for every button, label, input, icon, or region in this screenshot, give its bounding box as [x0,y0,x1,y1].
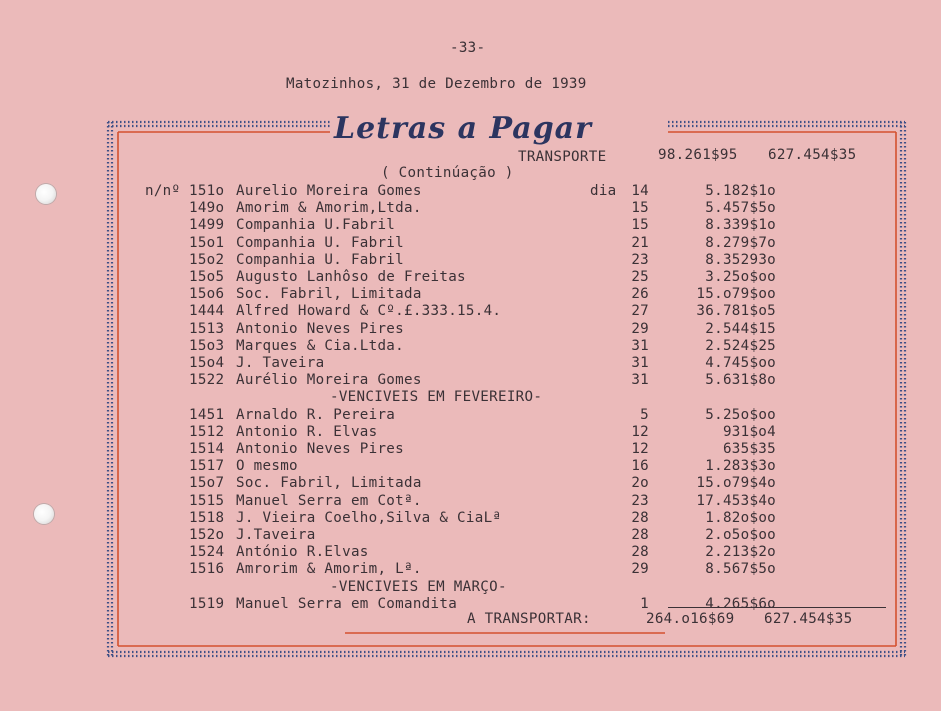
row-number: 151o [189,183,225,199]
row-number: 152o [189,527,225,543]
row-name: Manuel Serra em Comandita [236,595,458,612]
row-name: Amrorim & Amorim, Lª. [236,561,422,578]
row-number: 15o6 [189,286,225,303]
row-amount: 1.82o$oo [705,509,776,526]
row-amount: 15.o79$oo [696,286,776,303]
row-amount: 2.o5o$oo [705,527,776,543]
row-amount: 5.631$8o [705,372,776,389]
row-amount: 36.781$o5 [696,303,776,320]
row-amount: 8.35293o [705,251,776,268]
date-line: Matozinhos, 31 de Dezembro de 1939 [286,76,587,92]
row-day: 29 [631,561,649,578]
row-name: Soc. Fabril, Limitada [236,475,422,492]
row-number: 1444 [189,303,225,320]
row-day: 25 [631,269,649,285]
row-number: 15o2 [189,251,225,268]
row-number: 1524 [189,544,225,561]
row-amount: 3.25o$oo [705,269,776,285]
row-day: 26 [631,286,649,303]
row-name: J. Vieira Coelho,Silva & CiaLª [236,509,502,526]
row-number: 15o1 [189,234,225,251]
row-day: 27 [631,303,649,320]
row-name: Antonio Neves Pires [236,320,404,337]
row-number: 149o [189,200,225,217]
row-number: 1517 [189,458,225,475]
row-amount: 17.453$4o [696,492,776,509]
row-amount: 5.457$5o [705,200,776,217]
row-amount: 8.339$1o [705,217,776,234]
row-name: Marques & Cia.Ltda. [236,337,404,354]
a-transportar-label: A TRANSPORTAR: [467,611,591,627]
row-day: 28 [631,544,649,561]
month-heading: -VENCIVEIS EM FEVEREIRO- [330,389,543,406]
row-day: 5 [640,406,649,423]
row-day: 14 [631,183,649,199]
row-day: 23 [631,492,649,509]
page-number: -33- [450,40,486,56]
row-number: 1515 [189,492,225,509]
total-underline [668,607,886,608]
row-name: Soc. Fabril, Limitada [236,286,422,303]
letras-a-pagar-title: Letras a Pagar [334,111,592,146]
row-day: 31 [631,372,649,389]
row-day: 12 [631,441,649,457]
row-number: 15o7 [189,475,225,492]
row-number: 15o4 [189,355,225,371]
row-name: Antonio Neves Pires [236,441,404,457]
row-number: 1513 [189,320,225,337]
row-amount: 4.745$oo [705,355,776,371]
row-name: Augusto Lanhôso de Freitas [236,269,466,285]
row-amount: 1.283$3o [705,458,776,475]
row-name: Companhia U.Fabril [236,217,396,234]
continuacao-label: ( Continúação ) [381,165,514,181]
row-amount: 8.279$7o [705,234,776,251]
row-amount: 4.265$6o [705,595,776,612]
row-amount: 2.544$15 [705,320,776,337]
a-transportar-value-1: 264.o16$69 [646,611,735,627]
row-number: 1451 [189,406,225,423]
row-name: Amorim & Amorim,Ltda. [236,200,422,217]
row-amount: 2.213$2o [705,544,776,561]
row-name: Companhia U. Fabril [236,234,404,251]
row-amount: 931$o4 [722,423,776,440]
row-number: 15o5 [189,269,225,285]
row-amount: 635$35 [722,441,776,457]
row-day: 28 [631,509,649,526]
row-amount: 8.567$5o [705,561,776,578]
row-day: 31 [631,355,649,371]
row-name: António R.Elvas [236,544,369,561]
row-amount: 2.524$25 [705,337,776,354]
row-day: 21 [631,234,649,251]
transporte-value-2: 627.454$35 [768,147,857,163]
row-day: 16 [631,458,649,475]
row-name: J. Taveira [236,355,325,371]
row-name: Antonio R. Elvas [236,423,378,440]
row-day: 29 [631,320,649,337]
row-day: 15 [631,217,649,234]
row-day: 12 [631,423,649,440]
row-day: 31 [631,337,649,354]
row-number: 1512 [189,423,225,440]
row-day: 28 [631,527,649,543]
row-day: 2o [631,475,649,492]
row-number: 1516 [189,561,225,578]
row-name: Aurelio Moreira Gomes [236,183,422,199]
row-name: Companhia U. Fabril [236,251,404,268]
row-amount: 5.25o$oo [705,406,776,423]
row-number: 1514 [189,441,225,457]
row-amount: 15.o79$4o [696,475,776,492]
row-number: 1519 [189,595,225,612]
row-name: O mesmo [236,458,298,475]
row-name: Arnaldo R. Pereira [236,406,396,423]
month-heading: -VENCIVEIS EM MARÇO- [330,578,507,595]
row-name: Manuel Serra em Cotª. [236,492,422,509]
nn-label: n/nº [145,183,181,199]
row-day: 15 [631,200,649,217]
row-amount: 5.182$1o [705,183,776,199]
row-number: 1518 [189,509,225,526]
row-day: 23 [631,251,649,268]
row-day: 1 [640,595,649,612]
transporte-value-1: 98.261$95 [658,147,738,163]
row-name: J.Taveira [236,527,316,543]
row-number: 1499 [189,217,225,234]
row-number: 1522 [189,372,225,389]
row-number: 15o3 [189,337,225,354]
a-transportar-value-2: 627.454$35 [764,611,853,627]
row-name: Alfred Howard & Cº.£.333.15.4. [236,303,502,320]
transporte-label: TRANSPORTE [518,149,607,165]
row-day-prefix: dia [590,183,617,199]
row-name: Aurélio Moreira Gomes [236,372,422,389]
